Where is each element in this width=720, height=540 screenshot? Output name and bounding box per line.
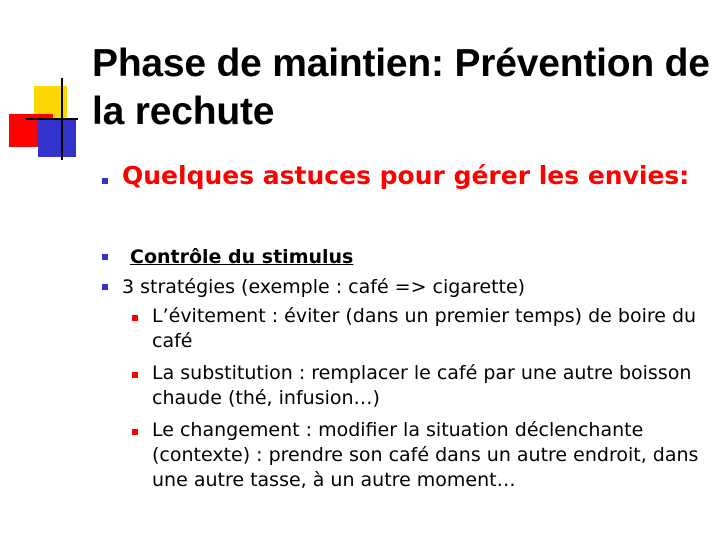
sub-bullet-text: L’évitement : éviter (dans un premier temps) de boire du café — [152, 305, 697, 352]
square-bullet-icon — [102, 178, 108, 184]
sub-bullet-avoidance — [130, 304, 700, 354]
sub-bullet-text: La substitution : remplacer le café par une autre boisson chaude (thé, infusion…) — [152, 362, 692, 409]
slide-content — [100, 161, 700, 500]
bullet-text: Quelques astuces pour gérer les envies: — [122, 161, 690, 190]
slide-title: Phase de maintien: Prévention de la rechute — [92, 42, 710, 133]
square-bullet-icon — [132, 315, 138, 321]
bullet-strategies — [100, 274, 700, 300]
sub-bullet-text: Le changement : modifier la situation déclenchante (contexte) : prendre son café dans un autre endroit, dans une autre tasse, à un autre moment… — [152, 419, 699, 491]
sub-bullet-change — [130, 418, 700, 493]
sub-bullet-substitution — [130, 361, 700, 411]
square-bullet-icon — [132, 372, 138, 378]
square-bullet-icon — [102, 254, 108, 260]
square-bullet-icon — [132, 429, 138, 435]
bullet-text: Contrôle du stimulus — [130, 246, 354, 268]
bullet-stimulus-control — [100, 244, 700, 270]
square-bullet-icon — [102, 284, 108, 290]
bullet-text: 3 stratégies (exemple : café => cigarette) — [122, 276, 526, 298]
bullet-tips — [100, 161, 700, 191]
logo-horizontal-line — [26, 118, 78, 120]
logo-blue-square — [38, 119, 76, 157]
